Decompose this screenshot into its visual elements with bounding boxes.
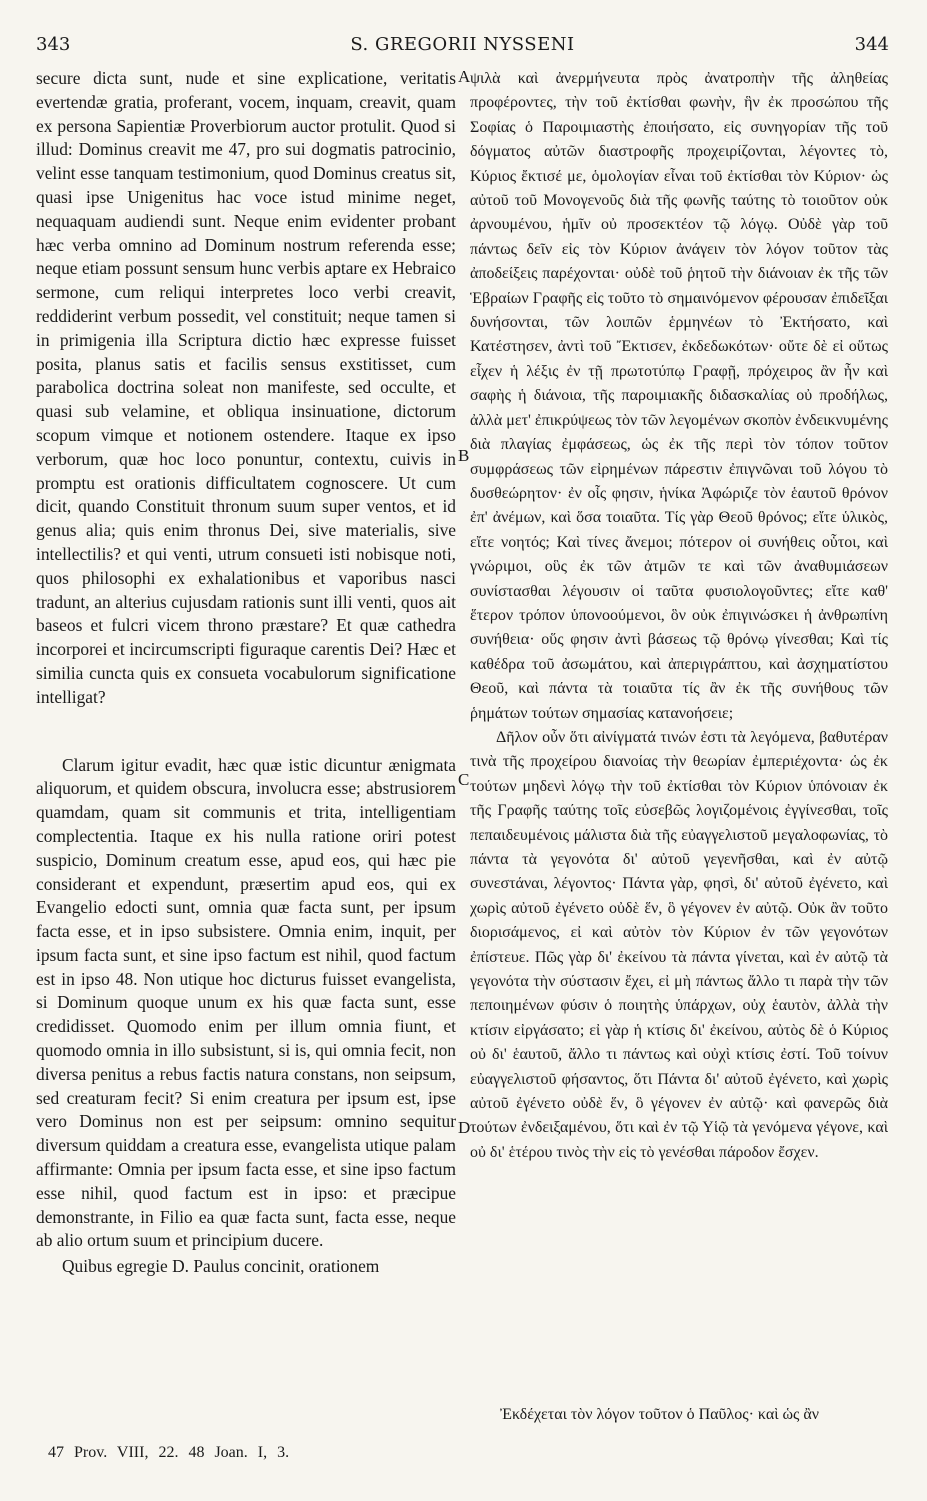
margin-marker-b: B [458,446,470,465]
page-number-left: 343 [36,34,71,55]
page-number-right: 344 [854,34,889,55]
margin-marker-a: A [458,67,471,86]
latin-paragraph-2: Clarum igitur evadit, hæc quæ istic dicuntur ænigmata aliquorum, et quidem obscura, involucra esse; abstrusiorem quamdam, quam sit communis et trita, intelligentiam complectentia. Itaque ex his nulla ratione oriri potest suspicio, Dominum creatum esse, apud eos, qui hæc pie considerant et expendunt, præsertim apud eos, qui ex Evangelio edocti sunt, omnia quæ facta sunt, per ipsum facta esse, et in ipso subsistere. Omnia enim, inquit, per ipsum facta sunt, et sine ipso factum est nihil, quod factum est in ipso 48. Non utique hoc dicturus fuisset evangelista, si Dominum quoque unum ex his quæ facta sunt, esse credidisset. Quomodo enim per illum omnia fiunt, et quomodo omnia in illo subsistunt, si is, qui omnia fecit, non diversa penitus a rebus factis natura constans, non seipsum, sed creaturam fecit? Si enim creatura per ipsum est, ipse vero Dominus non est per seipsum: omnino sequitur diversum quiddam a creatura esse, evangelista utique palam affirmante: Omnia per ipsum facta esse, et sine ipso factum esse nihil, quod factum est in ipso: et præcipue demonstrante, in Filio ea quæ facta sunt, facta esse, neque ab alio ortum suum et principium ducere. [36,754,456,1251]
margin-marker-d: D [458,1118,471,1137]
greek-paragraph-2: Δῆλον οὖν ὅτι αἰνίγματά τινών ἐστι τὰ λεγόμενα, βαθυτέραν τινὰ τῆς προχείρου διανοίας τὴν θεωρίαν ἐμπεριέχοντα· ὡς ἐκ τούτων μηδενὶ λόγῳ τὴν τοῦ ἐκτίσθαι τὸν Κύριον ὑπόνοιαν ἐκ τῆς Γραφῆς ταύτης τοῖς εὐσεβῶς λογιζομένοις ἐγγίνεσθαι, τοῖς πεπαιδευμένοις μάλιστα διὰ τῆς εὐαγγελιστοῦ μεγαλοφωνίας, τὸ πάντα τὰ γεγονότα δι' αὐτοῦ γεγενῆσθαι, καὶ ἐν αὐτῷ συνεστάναι, λέγοντος· Πάντα γὰρ, φησὶ, δι' αὐτοῦ ἐγένετο, καὶ χωρὶς αὐτοῦ ἐγένετο οὐδὲ ἕν, ὃ γέγονεν ἐν αὐτῷ. Οὐκ ἂν τοῦτο διορισάμενος, εἰ καὶ αὐτὸν τὸν Κύριον ἐν τῶν γεγονότων ἐπίστευε. Πῶς γὰρ δι' ἐκείνου τὰ πάντα γίνεται, καὶ ἐν αὐτῷ τὰ γεγονότα τὴν σύστασιν ἔχει, εἰ μὴ πάντως ἄλλο τι παρὰ τὴν τῶν πεποιημένων φύσιν ὁ ποιητὴς ὑπάρχων, οὐχ ἑαυτὸν, ἀλλὰ τὴν κτίσιν εἰργάσατο; εἰ γὰρ ἡ κτίσις δι' ἐκείνου, αὐτὸς δὲ ὁ Κύριος οὐ δι' ἑαυτοῦ, ἄλλο τι πάντως καὶ οὐχὶ κτίσις ἐστί. Τοῦ τοίνυν εὐαγγελιστοῦ φήσαντος, ὅτι Πάντα δι' αὐτοῦ ἐγένετο, καὶ χωρὶς αὐτοῦ ἐγένετο οὐδὲ ἕν, ὃ γέγονεν ἐν αὐτῷ· καὶ φανερῶς διὰ τούτων ἐνδειξαμένου, ὅτι καὶ ἐν τῷ Υἱῷ τὰ γενόμενα γέγονε, καὶ οὐ δι' ἑτέρου τινὸς τὴν εἰς τὸ γενέσθαι πάροδον ἔσχεν. [470,728,888,1161]
margin-marker-c: C [458,770,470,789]
greek-column [470,67,888,1165]
greek-paragraph-3: Ἐκδέχεται τὸν λόγον τοῦτον ὁ Παῦλος· καὶ ὡς ἂν [500,1406,819,1423]
latin-paragraph-1: secure dicta sunt, nude et sine explicatione, veritatis evertendæ gratia, proferant, vocem, inquam, creavit, quam ex persona Sapientiæ Proverbiorum auctor protulit. Quod si illud: Dominus creavit me 47, pro sui dogmatis patrocinio, velint esse tanquam testimonium, quod Dominus creatus sit, quasi ipse Unigenitus hac voce istud minime neget, nequaquam audiendi sunt. Neque enim evidenter probant hæc verba omnino ad Dominum nostrum referenda esse; neque etiam possunt sensum hunc verbis aptare ex Hebraico sermone, cum reliqui interpretes loco verbi creavit, reddiderint verbum possedit, vel constituit; neque tamen si in primigenia illa Scriptura dictio hæc expresse fuisset posita, planus satis et facilis sensus exstitisset, cum parabolica doctrina soleat non manifeste, sed occulte, et quasi sub velamine, et obliqua insinuatione, dictorum scopum vimque et notionem ostendere. Itaque ex ipso verborum, quæ hoc loco ponuntur, contextu, cuivis in promptu est orationis difficultatem cognoscere. Ut cum dicit, quando Constituit thronum suum super ventos, et id genus alia; quis enim thronus Dei, sive materialis, sive intellectilis? et qui venti, utrum consueti isti nobisque noti, quos philosophi ex exhalationibus et vaporibus nasci tradunt, an alterius cujusdam rationis sunt illi venti, quos ait baseos et fulcri vicem throno præstare? Et quæ cathedra incorporei et incircumscripti figuraque carentis Dei? Hæc et similia cuncta quis ex consueta vocabulorum significatione intelligat? [36,68,456,707]
running-header [36,34,889,64]
footnotes: 47 Prov. VIII, 22. 48 Joan. I, 3. [48,1444,290,1461]
latin-paragraph-3: Quibus egregie D. Paulus concinit, orationem [62,1256,380,1277]
latin-column [36,67,456,1279]
running-title: S. GREGORII NYSSENI [350,34,575,55]
greek-paragraph-1: ψιλὰ καὶ ἀνερμήνευτα πρὸς ἀνατροπὴν τῆς ἀληθείας προφέροντες, τὴν τοῦ ἐκτίσθαι φωνὴν, ἣν ἐκ προσώπου τῆς Σοφίας ὁ Παροιμιαστὴς ἐποιήσατο, εἰς συνηγορίαν τῆς τοῦ δόγματος αὐτῶν διαστροφῆς προχειρίζονται, λέγοντες τὸ, Κύριος ἔκτισέ με, ὁμολογίαν εἶναι τοῦ ἐκτίσθαι τὸν Κύριον· ὡς αὐτοῦ τοῦ Μονογενοῦς διὰ τῆς φωνῆς ταύτης τὸ τοιοῦτον οὐκ ἀρνουμένου, ἡμῖν οὐ προσεκτέον τῷ λόγῳ. Οὐδὲ γὰρ τοῦ πάντως δεῖν εἰς τὸν Κύριον ἀνάγειν τὸν λόγον τοῦτον τὰς ἀποδείξεις παρέχονται· οὐδὲ τοῦ ῥητοῦ τὴν διάνοιαν ἐκ τῆς τῶν Ἑβραίων Γραφῆς εἰς τοῦτο τὸ σημαινόμενον φέρουσαν ἐπιδεῖξαι δυνήσονται, τῶν λοιπῶν ἑρμηνέων τὸ Ἐκτήσατο, καὶ Κατέστησεν, ἀντὶ τοῦ Ἔκτισεν, ἐκδεδωκότων· οὔτε δὲ εἰ οὕτως εἶχεν ἡ λέξις ἐν τῇ πρωτοτύπῳ Γραφῇ, πρόχειρος ἂν ἦν καὶ σαφὴς ἡ διάνοια, τῆς παροιμιακῆς διδασκαλίας οὐ προδήλως, ἀλλὰ μετ' ἐπικρύψεως τὸν τῶν λεγομένων σκοπὸν ἐνδεικνυμένης διὰ πλαγίας ἐμφάσεως, ὡς ἐκ τῆς περὶ τὸν τόπον τοῦτον συμφράσεως τῶν εἰρημένων πάρεστιν ἐπιγνῶναι τοῦ λόγου τὸ δυσθεώρητον· ἐν οἷς φησιν, ἡνίκα Ἀφώριζε τὸν ἑαυτοῦ θρόνον ἐπ' ἀνέμων, καὶ ὅσα τοιαῦτα. Τίς γὰρ Θεοῦ θρόνος; εἴτε ὑλικὸς, εἴτε νοητός; Καὶ τίνες ἄνεμοι; πότερον οἱ συνήθεις οὗτοι, καὶ γνώριμοι, οὓς ἐκ τῶν ἀτμῶν τε καὶ τῶν ἀναθυμιάσεων συνίστασθαι λέγουσιν οἱ ταῦτα φυσιολογοῦντες; εἴτε καθ' ἕτερον τρόπον ὑπονοούμενοι, ὃν οὐκ ἐπιγινώσκει ἡ ἀνθρωπίνη συνήθεια· οὕς φησιν ἀντὶ βάσεως τῷ θρόνῳ γίνεσθαι; Καὶ τίς καθέδρα τοῦ ἀσωμάτου, καὶ ἀπεριγράπτου, καὶ ἀσχηματίστου Θεοῦ, καὶ πάντα τὰ τοιαῦτα τίς ἂν ἐκ τῆς συνήθους τῶν ῥημάτων τούτων σημασίας κατανοήσειε; [470,70,888,722]
